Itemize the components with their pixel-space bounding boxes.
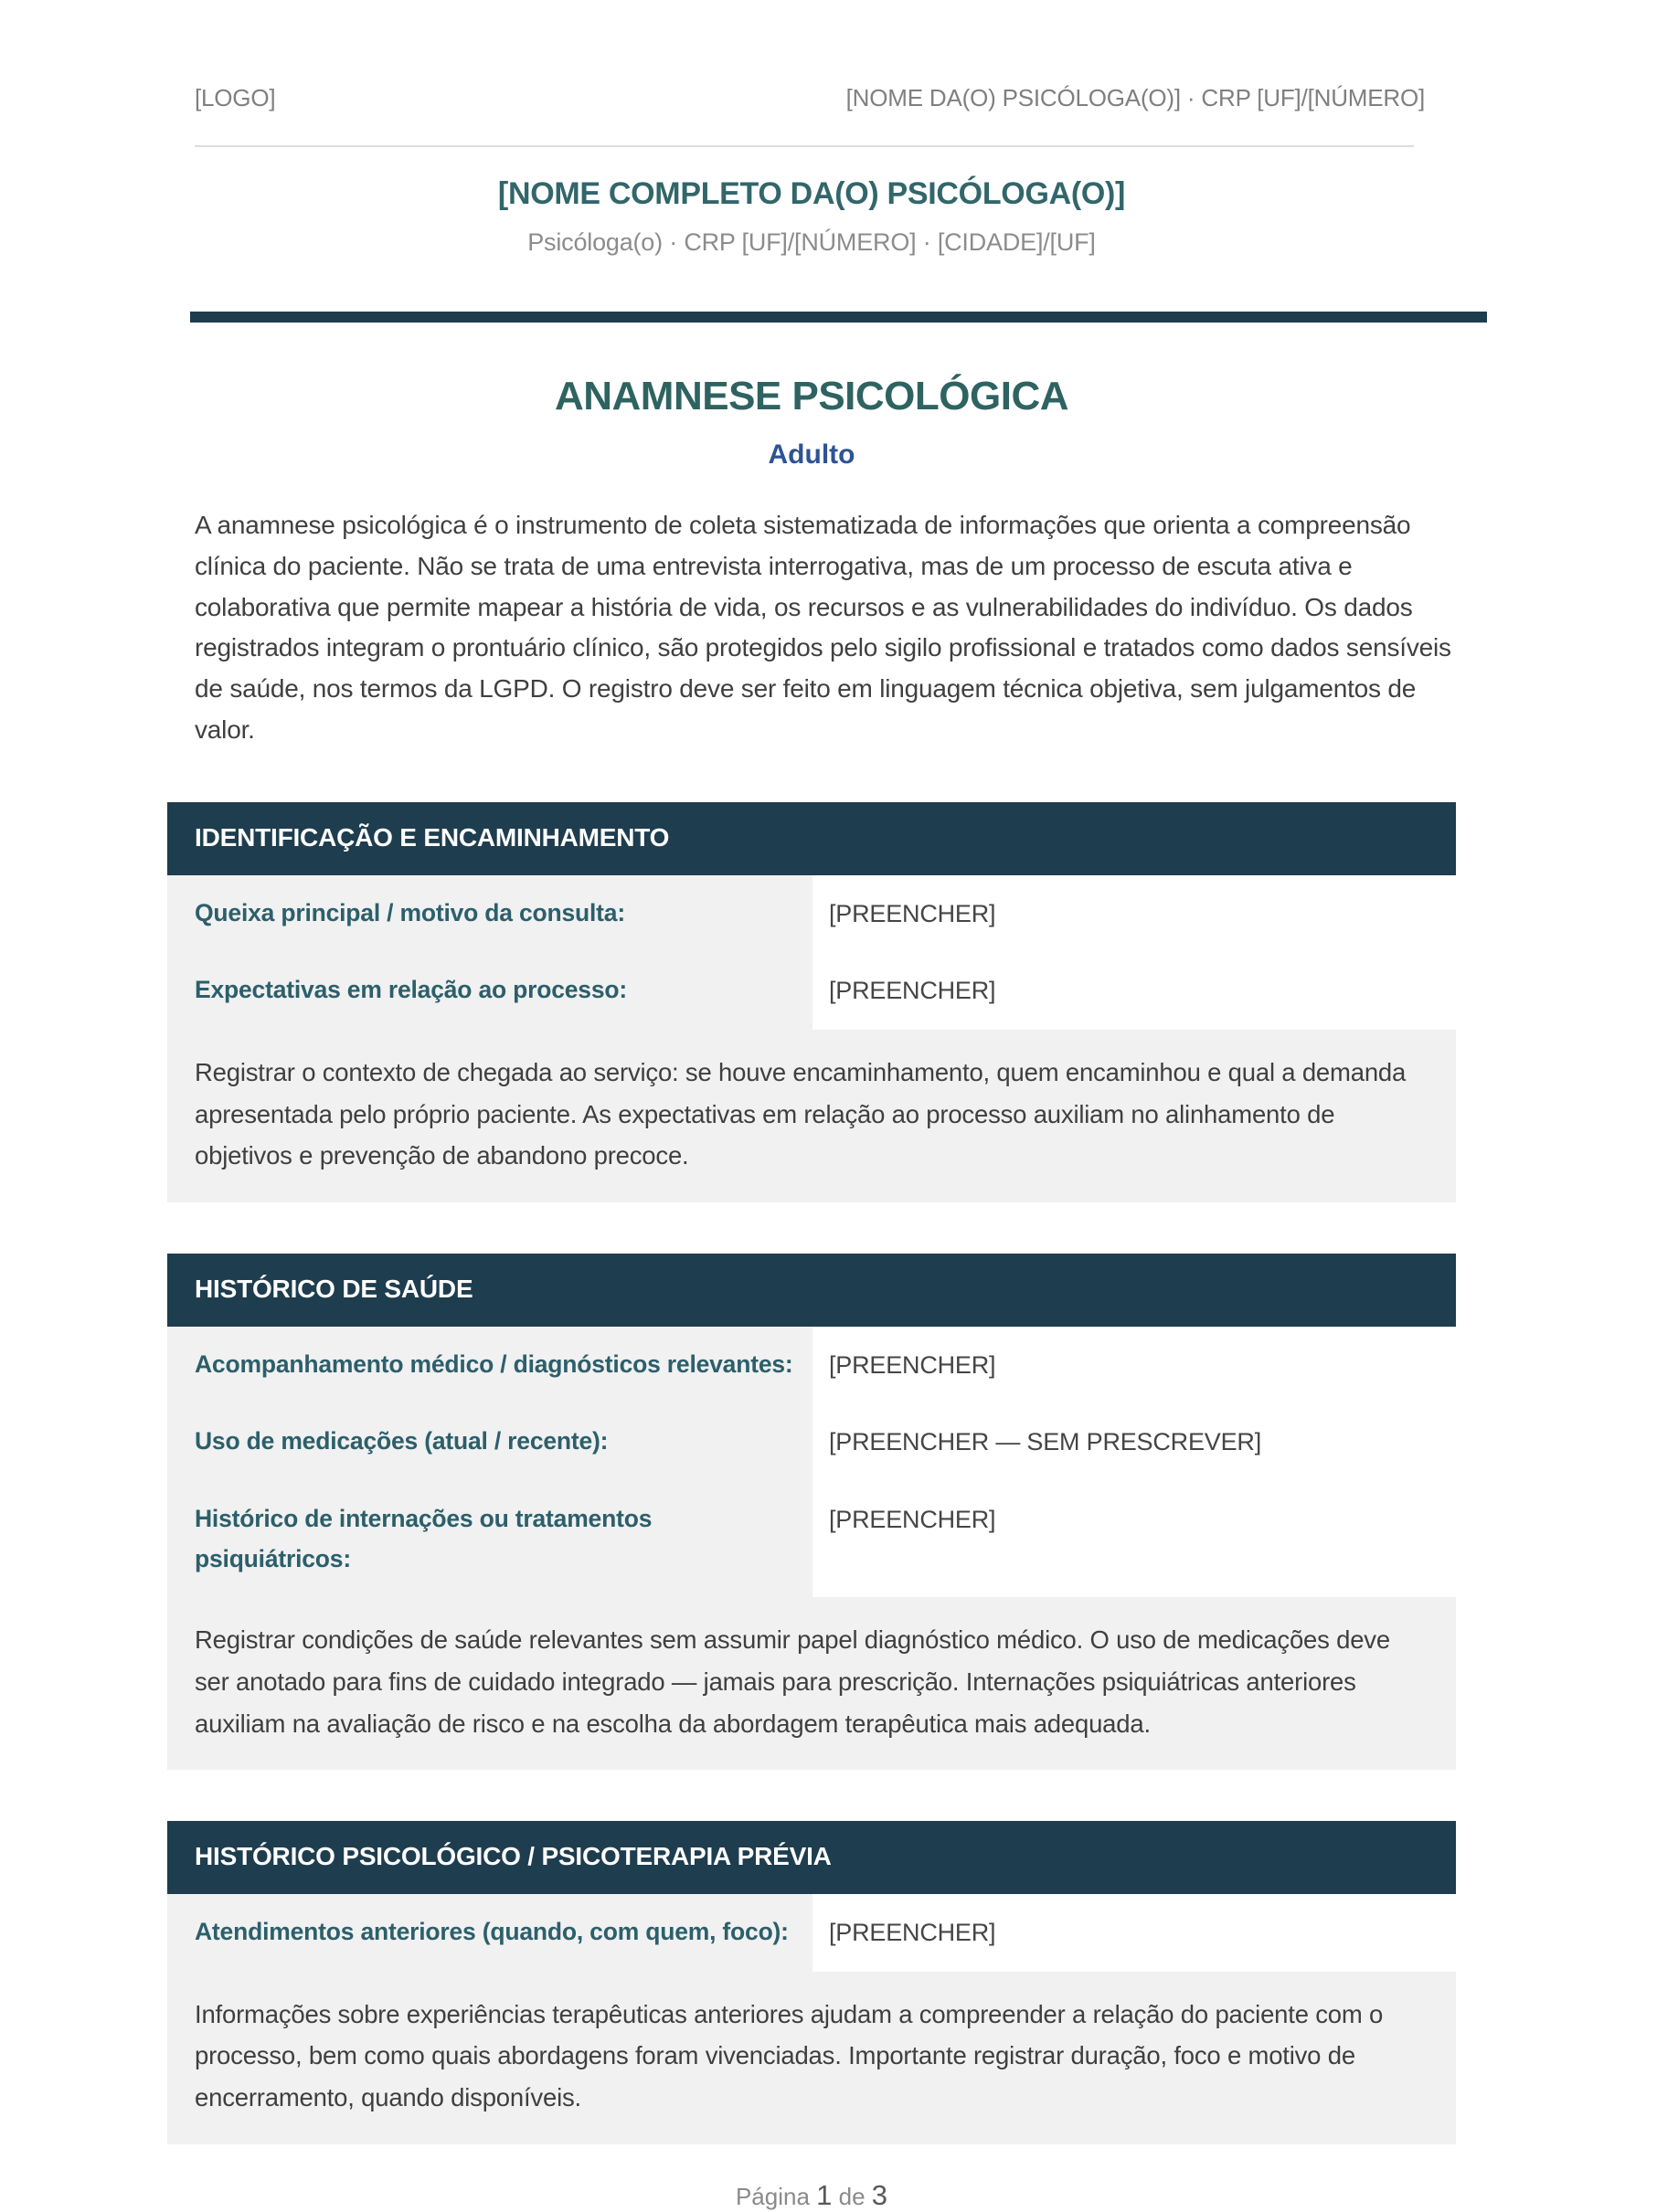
field-value: [PREENCHER — SEM PRESCREVER]: [812, 1403, 1456, 1481]
section-historico-saude: [167, 1254, 1456, 1770]
field-value: [PREENCHER]: [812, 1894, 1456, 1972]
field-row: [167, 1894, 1456, 1972]
field-row: [167, 875, 1456, 953]
logo-placeholder: [LOGO]: [195, 84, 276, 111]
document-title: ANAMNESE PSICOLÓGICA: [554, 374, 1069, 418]
field-label: Histórico de internações ou tratamentos psiquiátricos:: [167, 1481, 812, 1597]
psychologist-subtitle: Psicóloga(o) · CRP [UF]/[NÚMERO] · [CIDADE]/[UF]: [527, 228, 1096, 256]
section-historico-psicologico: [167, 1821, 1456, 2143]
field-label: Expectativas em relação ao processo:: [167, 952, 812, 1030]
section-heading: IDENTIFICAÇÃO E ENCAMINHAMENTO: [167, 802, 1456, 875]
page-footer: [167, 2179, 1456, 2212]
document-subtitle: Adulto: [768, 439, 855, 470]
field-value: [PREENCHER]: [812, 1481, 1456, 1597]
header-divider-line: [195, 145, 1414, 147]
field-label: Atendimentos anteriores (quando, com quem, foco):: [167, 1894, 812, 1972]
field-row: [167, 1481, 1456, 1597]
field-value: [PREENCHER]: [812, 952, 1456, 1030]
field-label: Uso de medicações (atual / recente):: [167, 1403, 812, 1481]
section-heading: HISTÓRICO DE SAÚDE: [167, 1254, 1456, 1327]
header-credential: [NOME DA(O) PSICÓLOGA(O)] · CRP [UF]/[NÚMERO]: [845, 84, 1425, 111]
field-value: [PREENCHER]: [812, 1327, 1456, 1404]
field-row: [167, 952, 1456, 1030]
page-label-prefix: Página: [735, 2182, 810, 2210]
section-heading: HISTÓRICO PSICOLÓGICO / PSICOTERAPIA PRÉVIA: [167, 1821, 1456, 1894]
document-page: [167, 0, 1456, 2212]
accent-bar: [190, 312, 1487, 323]
running-header: [167, 84, 1456, 112]
field-row: [167, 1403, 1456, 1481]
field-row: [167, 1327, 1456, 1404]
field-value: [PREENCHER]: [812, 875, 1456, 953]
section-note: Registrar condições de saúde relevantes sem assumir papel diagnóstico médico. O uso de medicações deve ser anotado para fins de cuidado integrado — jamais para prescrição. Internações psiquiátricas anteriores auxiliam na avaliação de risco e na escolha da abordagem terapêutica mais adequada.: [167, 1597, 1456, 1770]
section-note: Informações sobre experiências terapêuticas anteriores ajudam a compreender a relação do paciente com o processo, bem como quais abordagens foram vivenciadas. Importante registrar duração, foco e motivo de encerramento, quando disponíveis.: [167, 1972, 1456, 2144]
page-number-total: 3: [871, 2178, 888, 2211]
field-label: Acompanhamento médico / diagnósticos relevantes:: [167, 1327, 812, 1404]
page-label-middle: de: [838, 2182, 866, 2210]
field-label: Queixa principal / motivo da consulta:: [167, 875, 812, 953]
psychologist-name: [NOME COMPLETO DA(O) PSICÓLOGA(O)]: [497, 176, 1126, 211]
section-identificacao-encaminhamento: [167, 802, 1456, 1202]
intro-paragraph: A anamnese psicológica é o instrumento de coleta sistematizada de informações que orienta a compreensão clínica do paciente. Não se trata de uma entrevista interrogativa, mas de um processo de escuta ativa e colaborativa que permite mapear a história de vida, os recursos e as vulnerabilidades do indivíduo. Os dados registrados integram o prontuário clínico, são protegidos pelo sigilo profissional e tratados como dados sensíveis de saúde, nos termos da LGPD. O registro deve ser feito em linguagem técnica objetiva, sem julgamentos de valor.: [195, 511, 1451, 744]
page-number-current: 1: [816, 2178, 833, 2211]
section-note: Registrar o contexto de chegada ao serviço: se houve encaminhamento, quem encaminhou e qual a demanda apresentada pelo próprio paciente. As expectativas em relação ao processo auxiliam no alinhamento de objetivos e prevenção de abandono precoce.: [167, 1030, 1456, 1202]
